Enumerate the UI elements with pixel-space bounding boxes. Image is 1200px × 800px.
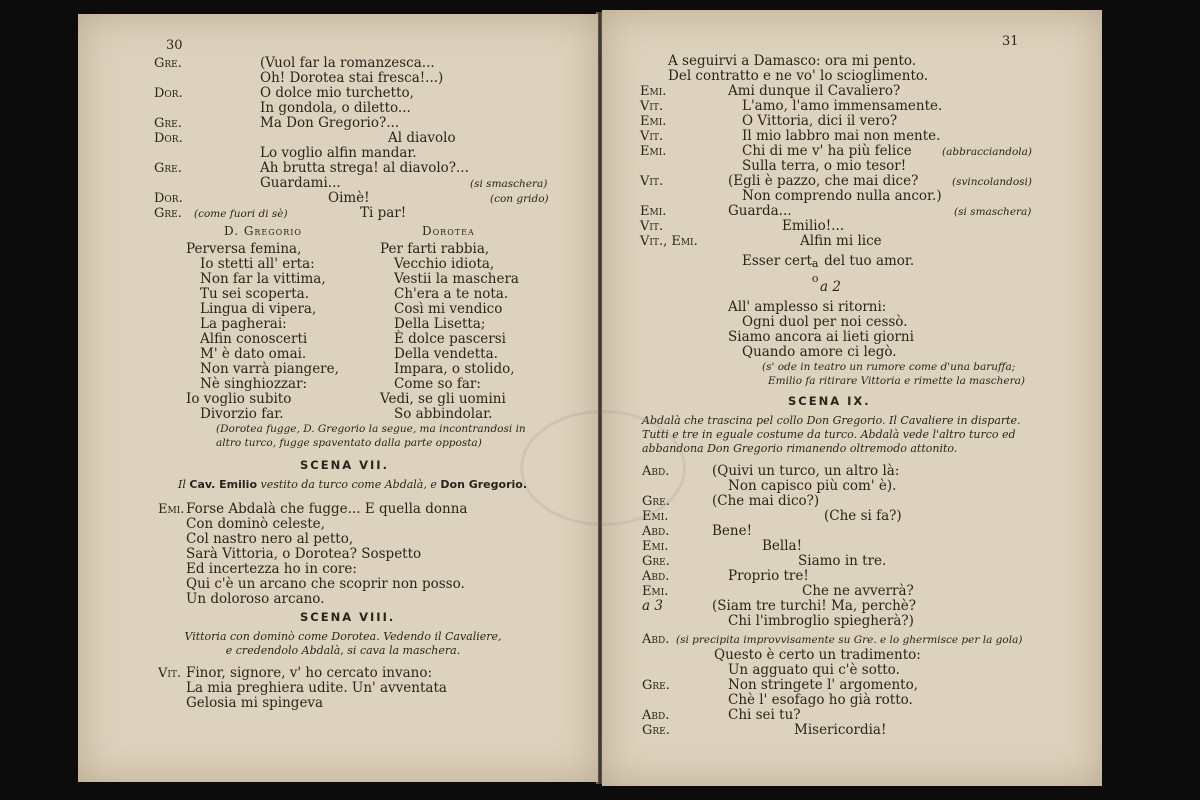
- speaker-label: Vit., Emi.: [640, 234, 698, 249]
- duet-line: Non far la vittima,: [200, 271, 326, 287]
- stage-direction: (si smaschera): [470, 178, 548, 190]
- intro-text: Il: [178, 478, 190, 491]
- speaker-label: Emi.: [158, 502, 185, 517]
- speaker-label: Abd.: [642, 569, 670, 584]
- speaker-label: Emi.: [640, 114, 667, 129]
- verse-line: (Vuol far la romanzesca...: [260, 55, 435, 71]
- verse-line: Ami dunque il Cavaliero?: [728, 83, 901, 99]
- duet-line: Per farti rabbia,: [380, 241, 490, 257]
- duet-line: Tu sei scoperta.: [200, 286, 309, 302]
- verse-line: Ogni duol per noi cessò.: [742, 314, 908, 330]
- speaker-label: Dor.: [154, 131, 183, 146]
- speaker-label: Abd.: [642, 708, 670, 723]
- speaker-label: Gre.: [642, 723, 670, 738]
- verse-line: Finor, signore, v' ho cercato invano:: [186, 665, 433, 681]
- stage-direction: (Dorotea fugge, D. Gregorio la segue, ma incontrandosi in: [216, 423, 526, 435]
- speaker-label: Gre.: [154, 116, 182, 131]
- verse-line: Che ne avverrà?: [802, 583, 914, 599]
- scene-intro: Tutti e tre in eguale costume da turco. Abdalà vede l'altro turco ed: [642, 428, 1016, 441]
- duet-line: Io stetti all' erta:: [200, 256, 315, 272]
- stage-direction: (abbracciandola): [942, 146, 1032, 158]
- duet-line: Vestii la maschera: [394, 271, 519, 287]
- verse-line: Ah brutta strega! al diavolo?...: [260, 160, 469, 176]
- duet-heading-gregorio: D. Gregorio: [224, 224, 302, 238]
- verse-fragment: del tuo amor.: [819, 253, 915, 269]
- verse-line: Gelosia mi spingeva: [186, 695, 324, 711]
- alt-ending-a: a: [811, 257, 819, 270]
- verse-line: Non capisco più com' è).: [728, 478, 897, 494]
- alt-ending-o: o: [811, 272, 819, 285]
- speaker-label: Dor.: [154, 191, 183, 206]
- verse-line: O dolce mio turchetto,: [260, 85, 414, 101]
- library-stamp: [520, 410, 686, 526]
- duet-line: La pagherai:: [200, 316, 287, 332]
- verse-line: All' amplesso si ritorni:: [728, 299, 887, 315]
- speaker-label: Vit.: [640, 174, 664, 189]
- stage-direction: (s' ode in teatro un rumore come d'una baruffa;: [762, 361, 1016, 373]
- verse-line: L'amo, l'amo immensamente.: [742, 98, 943, 114]
- intro-name: Cav. Emilio: [189, 478, 257, 491]
- verse-line: (Quivi un turco, un altro là:: [712, 463, 900, 479]
- verse-line: Il mio labbro mai non mente.: [742, 128, 941, 144]
- duet-line: M' è dato omai.: [200, 346, 307, 362]
- duet-line: Vecchio idiota,: [394, 256, 495, 272]
- verse-line: [742, 253, 915, 285]
- speaker-label: Abd.: [642, 464, 670, 479]
- duet-line: Io voglio subito: [186, 391, 292, 407]
- verse-line: Chè l' esofago ho già rotto.: [728, 692, 913, 708]
- speaker-label: a 3: [642, 598, 663, 614]
- duet-line: Lingua di vipera,: [200, 301, 317, 317]
- stage-direction: Emilio fa ritirare Vittoria e rimette la maschera): [768, 375, 1026, 387]
- speaker-label: Gre.: [642, 494, 670, 509]
- verse-line: Chi l'imbroglio spiegherà?): [728, 613, 914, 629]
- stage-direction: (si precipita improvvisamente su Gre. e lo ghermisce per la gola): [676, 634, 1023, 646]
- verse-line: (Egli è pazzo, che mai dice?: [728, 173, 919, 189]
- verse-line: Misericordia!: [794, 722, 887, 738]
- verse-line: Proprio tre!: [728, 568, 809, 584]
- speaker-label: Emi.: [642, 509, 669, 524]
- scene-intro: Abdalà che trascina pel collo Don Gregorio. Il Cavaliere in disparte.: [642, 414, 1021, 427]
- duet-heading-dorotea: Dorotea: [422, 224, 475, 238]
- speaker-label: Gre.: [154, 161, 182, 176]
- verse-line: A seguirvi a Damasco: ora mi pento.: [668, 53, 917, 69]
- speaker-label: Vit.: [640, 99, 664, 114]
- intro-name: Don Gregorio.: [440, 478, 527, 491]
- page-number-right: 31: [1002, 34, 1019, 49]
- stage-direction: altro turco, fugge spaventato dalla parte opposta): [216, 437, 482, 449]
- speaker-label: Emi.: [640, 204, 667, 219]
- verse-fragment: Esser cert: [742, 253, 812, 269]
- verse-line: Forse Abdalà che fugge... E quella donna: [186, 501, 468, 517]
- duet-line: Alfin conoscerti: [200, 331, 308, 347]
- duet-line: Come so far:: [394, 376, 481, 392]
- verse-line: Un doloroso arcano.: [186, 591, 325, 607]
- right-page: [602, 10, 1102, 786]
- duet-line: Nè singhiozzar:: [200, 376, 308, 392]
- verse-line: Alfin mi lice: [800, 233, 882, 249]
- verse-line: (Siam tre turchi! Ma, perchè?: [712, 598, 917, 614]
- scene-intro: [178, 478, 527, 492]
- verse-line: Un agguato qui c'è sotto.: [728, 662, 900, 678]
- duet-line: Della vendetta.: [394, 346, 498, 362]
- speaker-label: Abd.: [642, 524, 670, 539]
- speaker-label: Vit.: [158, 666, 182, 681]
- duet-line: Non varrà piangere,: [200, 361, 339, 377]
- verse-line: Col nastro nero al petto,: [186, 531, 354, 547]
- verse-line: Del contratto e ne vo' lo scioglimento.: [668, 68, 929, 84]
- speaker-label: Gre.: [154, 56, 182, 71]
- verse-line: Guarda...: [728, 203, 792, 219]
- stage-direction: (come fuori di sè): [194, 208, 288, 220]
- duet-line: È dolce pascersi: [394, 331, 506, 347]
- verse-line: Oh! Dorotea stai fresca!...): [260, 70, 444, 86]
- duet-line: Divorzio far.: [200, 406, 284, 422]
- verse-line: Non comprendo nulla ancor.): [742, 188, 942, 204]
- speaker-label: Emi.: [642, 584, 669, 599]
- stage-direction: (svincolandosi): [952, 176, 1033, 188]
- speaker-label: Emi.: [640, 84, 667, 99]
- intro-text: vestito da turco come Abdalà, e: [257, 478, 441, 491]
- verse-line: Lo voglio alfin mandar.: [260, 145, 417, 161]
- verse-line: (Che mai dico?): [712, 493, 820, 509]
- page-number-left: 30: [166, 38, 183, 53]
- speaker-label: Emi.: [642, 539, 669, 554]
- speaker-label: Abd.: [642, 632, 670, 647]
- ensemble-marker: a 2: [820, 279, 841, 295]
- stage-direction: (con grido): [490, 193, 549, 205]
- speaker-label: Dor.: [154, 86, 183, 101]
- speaker-label: Gre.: [154, 206, 182, 221]
- verse-line: (Che si fa?): [824, 508, 902, 524]
- scene-heading: SCENA VII.: [300, 458, 389, 472]
- speaker-label: Gre.: [642, 554, 670, 569]
- duet-line: Impara, o stolido,: [394, 361, 515, 377]
- scene-intro: abbandona Don Gregorio rimanendo oltremodo attonito.: [642, 442, 958, 455]
- verse-line: Ed incertezza ho in core:: [186, 561, 357, 577]
- stage-direction: (si smaschera): [954, 206, 1032, 218]
- verse-line: Siamo in tre.: [798, 553, 887, 569]
- verse-line: Siamo ancora ai lieti giorni: [728, 329, 914, 345]
- verse-line: Bella!: [762, 538, 803, 554]
- verse-line: Bene!: [712, 523, 753, 539]
- verse-line: Sarà Vittoria, o Dorotea? Sospetto: [186, 546, 422, 562]
- verse-line: Al diavolo: [388, 130, 456, 146]
- scene-intro: e credendolo Abdalà, si cava la maschera.: [225, 644, 461, 657]
- duet-line: Vedi, se gli uomini: [380, 391, 506, 407]
- speaker-label: Vit.: [640, 219, 664, 234]
- verse-line: Ma Don Gregorio?...: [260, 115, 400, 131]
- scene-heading: SCENA IX.: [788, 394, 871, 408]
- verse-line: O Vittoria, dici il vero?: [742, 113, 898, 129]
- verse-line: Ti par!: [360, 205, 407, 221]
- speaker-label: Emi.: [640, 144, 667, 159]
- duet-line: Ch'era a te nota.: [394, 286, 509, 302]
- verse-line: La mia preghiera udite. Un' avventata: [186, 680, 447, 696]
- left-page: [78, 14, 598, 782]
- verse-line: Qui c'è un arcano che scoprir non posso.: [186, 576, 465, 592]
- duet-line: Così mi vendico: [394, 301, 503, 317]
- verse-line: Con dominò celeste,: [186, 516, 325, 532]
- verse-line: Chi di me v' ha più felice: [742, 143, 912, 159]
- duet-line: Perversa femina,: [186, 241, 302, 257]
- verse-line: Non stringete l' argomento,: [728, 677, 919, 693]
- verse-line: Chi sei tu?: [728, 707, 801, 723]
- verse-line: In gondola, o diletto...: [260, 100, 411, 116]
- scene-heading: SCENA VIII.: [300, 610, 396, 624]
- duet-line: Della Lisetta;: [394, 316, 486, 332]
- verse-line: Questo è certo un tradimento:: [714, 647, 921, 663]
- speaker-label: Vit.: [640, 129, 664, 144]
- verse-line: Guardami...: [260, 175, 341, 191]
- duet-line: So abbindolar.: [394, 406, 493, 422]
- scene-intro: Vittoria con dominò come Dorotea. Vedendo il Cavaliere,: [184, 630, 502, 643]
- verse-line: Sulla terra, o mio tesor!: [742, 158, 907, 174]
- speaker-label: Gre.: [642, 678, 670, 693]
- verse-line: Emilio!...: [782, 218, 845, 234]
- verse-line: Oimè!: [328, 190, 370, 206]
- verse-line: Quando amore ci legò.: [742, 344, 897, 360]
